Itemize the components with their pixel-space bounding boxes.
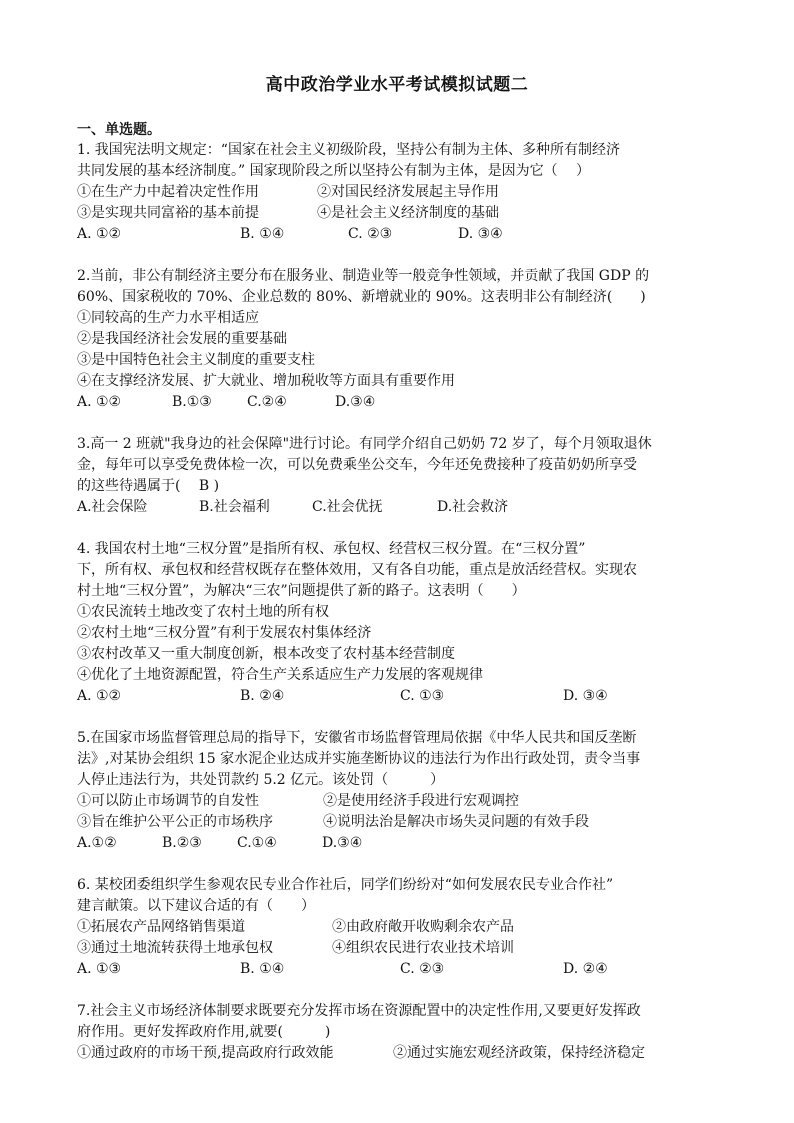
answer-option[interactable]: D.③④ bbox=[335, 394, 376, 410]
question-stem-line: 3.高一 2 班就"我身边的社会保障"进行讨论。有同学介绍自己奶奶 72 岁了，每个月领取退休 bbox=[77, 436, 652, 452]
statement-row bbox=[77, 308, 719, 329]
question-3 bbox=[77, 434, 719, 518]
statement-item: ①通过政府的市场干预,提高政府行政效能 bbox=[77, 1045, 334, 1061]
statement-item: ④说明法治是解决市场失灵问题的有效手段 bbox=[323, 814, 589, 830]
answer-option[interactable]: B.社会福利 bbox=[199, 499, 270, 515]
statement-row bbox=[77, 812, 719, 833]
question-stem-line: 村土地“三权分置”，为解决“三农”问题提供了新的路子。这表明（ ） bbox=[77, 583, 526, 599]
question-stem-line: 建言献策。以下建议合适的有（ ） bbox=[77, 898, 315, 914]
answer-option[interactable]: B.②③ bbox=[162, 835, 202, 851]
answer-options bbox=[77, 959, 719, 980]
answer-option[interactable]: A.社会保险 bbox=[77, 499, 148, 515]
statement-item: ④是社会主义经济制度的基础 bbox=[317, 205, 499, 221]
statement-row bbox=[77, 350, 719, 371]
answer-options bbox=[77, 833, 719, 854]
statement-row bbox=[77, 329, 719, 350]
statement-item: ②由政府敞开收购剩余农产品 bbox=[332, 919, 514, 935]
statement-item: ②农村土地“三权分置”有利于发展农村集体经济 bbox=[77, 625, 372, 641]
statement-row bbox=[77, 938, 719, 959]
question-stem-line: 7.社会主义市场经济体制要求既要充分发挥市场在资源配置中的决定性作用,又要更好发挥政 bbox=[77, 1003, 641, 1019]
section-heading: 一、单选题。 bbox=[77, 122, 161, 138]
page-title: 高中政治学业水平考试模拟试题二 bbox=[265, 75, 529, 95]
statement-item: ②是使用经济手段进行宏观调控 bbox=[323, 793, 519, 809]
answer-option[interactable]: D. ②④ bbox=[563, 961, 608, 977]
answer-options bbox=[77, 392, 719, 413]
answer-option[interactable]: A.①② bbox=[77, 835, 117, 851]
answer-option[interactable]: A. ①③ bbox=[77, 961, 122, 977]
statement-item: ②是我国经济社会发展的重要基础 bbox=[77, 331, 287, 347]
statement-item: ③是实现共同富裕的基本前提 bbox=[77, 205, 259, 221]
statement-row bbox=[77, 917, 719, 938]
question-7 bbox=[77, 1001, 719, 1064]
answer-option[interactable]: D. ③④ bbox=[458, 226, 503, 242]
statement-row bbox=[77, 371, 719, 392]
statement-row bbox=[77, 602, 719, 623]
statement-row bbox=[77, 182, 719, 203]
answer-option[interactable]: B. ①④ bbox=[240, 226, 285, 242]
statement-item: ④优化了土地资源配置，符合生产关系适应生产力发展的客观规律 bbox=[77, 667, 483, 683]
statement-row bbox=[77, 665, 719, 686]
answer-option[interactable]: A. ①② bbox=[77, 394, 122, 410]
statement-item: ③是中国特色社会主义制度的重要支柱 bbox=[77, 352, 315, 368]
question-stem-line: 法》,对某协会组织 15 家水泥企业达成并实施垄断协议的违法行为作出行政处罚，责令当事 bbox=[77, 751, 641, 767]
statement-item: ④在支撑经济发展、扩大就业、增加税收等方面具有重要作用 bbox=[77, 373, 455, 389]
question-stem-line: 府作用。更好发挥政府作用,就要( ) bbox=[77, 1024, 331, 1040]
statement-item: ②对国民经济发展起主导作用 bbox=[317, 184, 499, 200]
statement-row bbox=[77, 791, 719, 812]
statement-item: ③农村改革又一重大制度创新，根本改变了农村基本经营制度 bbox=[77, 646, 455, 662]
statement-row bbox=[77, 1043, 719, 1064]
answer-options bbox=[77, 224, 719, 245]
answer-options bbox=[77, 686, 719, 707]
question-list bbox=[77, 140, 719, 1085]
statement-row bbox=[77, 203, 719, 224]
statement-row bbox=[77, 644, 719, 665]
answer-option[interactable]: D.社会救济 bbox=[437, 499, 509, 515]
statement-item: ③旨在维护公平公正的市场秩序 bbox=[77, 814, 273, 830]
answer-option[interactable]: C. ②③ bbox=[400, 961, 445, 977]
question-stem-line: 下，所有权、承包权和经营权既存在整体效用，又有各自功能，重点是放活经营权。实现农 bbox=[77, 562, 637, 578]
answer-options bbox=[77, 497, 719, 518]
question-6 bbox=[77, 875, 719, 980]
question-stem-line: 金，每年可以享受免费体检一次，可以免费乘坐公交车，今年还免费接种了疫苗奶奶所享受 bbox=[77, 457, 637, 473]
answer-option[interactable]: C.②④ bbox=[247, 394, 287, 410]
question-stem-line: 2.当前，非公有制经济主要分布在服务业、制造业等一般竞争性领域，并贡献了我国 GDP 的 bbox=[77, 268, 650, 284]
answer-option[interactable]: A. ①② bbox=[77, 688, 122, 704]
answer-option[interactable]: B. ②④ bbox=[240, 688, 285, 704]
statement-item: ③通过土地流转获得土地承包权 bbox=[77, 940, 273, 956]
answer-option[interactable]: C. ②③ bbox=[348, 226, 393, 242]
question-stem-line: 人停止违法行为，共处罚款约 5.2 亿元。该处罚（ ） bbox=[77, 772, 445, 788]
answer-option[interactable]: C.社会优抚 bbox=[312, 499, 383, 515]
statement-item: ①农民流转土地改变了农村土地的所有权 bbox=[77, 604, 329, 620]
question-stem-line: 60%、国家税收的 70%、企业总数的 80%、新增就业的 90%。这表明非公有制经济( ) bbox=[77, 289, 646, 305]
question-stem-line: 6. 某校团委组织学生参观农民专业合作社后，同学们纷纷对“如何发展农民专业合作社” bbox=[77, 877, 614, 893]
question-stem-line: 的这些待遇属于( B ) bbox=[77, 478, 220, 494]
answer-option[interactable]: C.①④ bbox=[237, 835, 277, 851]
question-1 bbox=[77, 140, 719, 245]
question-stem-line: 5.在国家市场监督管理总局的指导下，安徽省市场监督管理局依据《中华人民共和国反垄断 bbox=[77, 730, 637, 746]
statement-item: ①可以防止市场调节的自发性 bbox=[77, 793, 259, 809]
statement-item: ②通过实施宏观经济政策，保持经济稳定 bbox=[393, 1045, 645, 1061]
answer-option[interactable]: B. ①④ bbox=[240, 961, 285, 977]
question-4 bbox=[77, 539, 719, 707]
answer-option[interactable]: D.③④ bbox=[322, 835, 363, 851]
statement-item: ④组织农民进行农业技术培训 bbox=[332, 940, 514, 956]
statement-item: ①在生产力中起着决定性作用 bbox=[77, 184, 259, 200]
answer-option[interactable]: C. ①③ bbox=[400, 688, 445, 704]
statement-row bbox=[77, 623, 719, 644]
statement-item: ①同较高的生产力水平相适应 bbox=[77, 310, 259, 326]
question-stem-line: 1. 我国宪法明文规定：“国家在社会主义初级阶段，坚持公有制为主体、多种所有制经济 bbox=[77, 142, 620, 158]
answer-option[interactable]: B.①③ bbox=[172, 394, 212, 410]
question-2 bbox=[77, 266, 719, 413]
answer-option[interactable]: D. ③④ bbox=[563, 688, 608, 704]
question-stem-line: 4. 我国农村土地“三权分置”是指所有权、承包权、经营权三权分置。在“三权分置” bbox=[77, 541, 586, 557]
statement-item: ①拓展农产品网络销售渠道 bbox=[77, 919, 245, 935]
question-stem-line: 共同发展的基本经济制度。” 国家现阶段之所以坚持公有制为主体，是因为它（ ） bbox=[77, 163, 591, 179]
question-5 bbox=[77, 728, 719, 854]
answer-option[interactable]: A. ①② bbox=[77, 226, 122, 242]
